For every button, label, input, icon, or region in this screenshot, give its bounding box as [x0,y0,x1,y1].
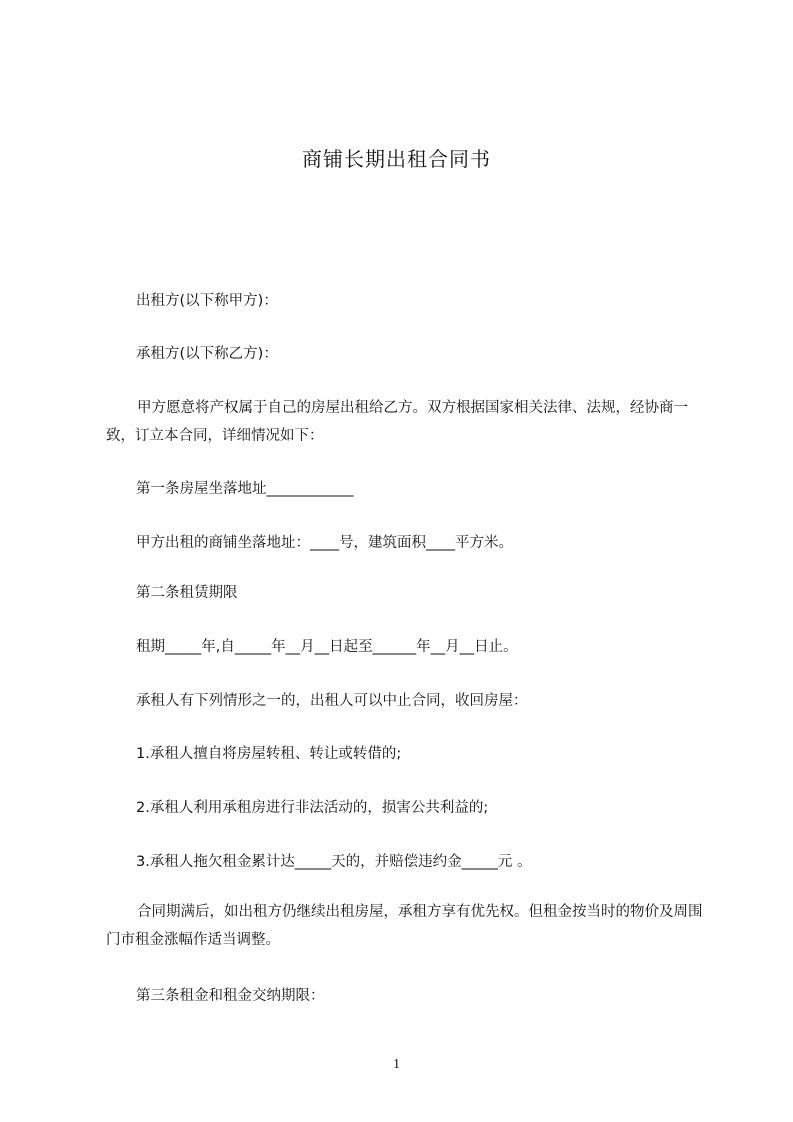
shop-address-line: 甲方出租的商铺坐落地址：____号，建筑面积____平方米。 [136,535,513,551]
page-number: 1 [393,1057,400,1072]
renewal-paragraph: 合同期满后，如出租方仍继续出租房屋，承租方享有优先权。但租金按当时的物价及周围门市租金涨幅作适当调整。 [106,904,703,948]
article-2-heading: 第二条租赁期限 [136,585,238,601]
condition-2-line: 2.承租人利用承租房进行非法活动的，损害公共利益的; [136,800,489,816]
document-title: 商铺长期出租合同书 [302,147,491,171]
lease-term-line: 租期_____年,自_____年__月__日起至______年__月__日止。 [136,639,518,655]
condition-3-line: 3.承租人拖欠租金累计达_____天的，并赔偿违约金_____元 。 [136,854,532,870]
party-b-line: 承租方(以下称乙方)： [136,346,278,362]
condition-1-line: 1.承租人擅自将房屋转租、转让或转借的; [136,746,402,762]
termination-conditions-line: 承租人有下列情形之一的，出租人可以中止合同，收回房屋： [136,693,528,709]
preamble-paragraph: 甲方愿意将产权属于自己的房屋出租给乙方。双方根据国家相关法律、法规，经协商一致，订立本合同，详细情况如下： [106,400,688,444]
article-3-heading: 第三条租金和租金交纳期限： [136,988,325,1004]
party-a-line: 出租方(以下称甲方)： [136,293,278,309]
article-1-heading: 第一条房屋坐落地址____________ [136,481,354,497]
